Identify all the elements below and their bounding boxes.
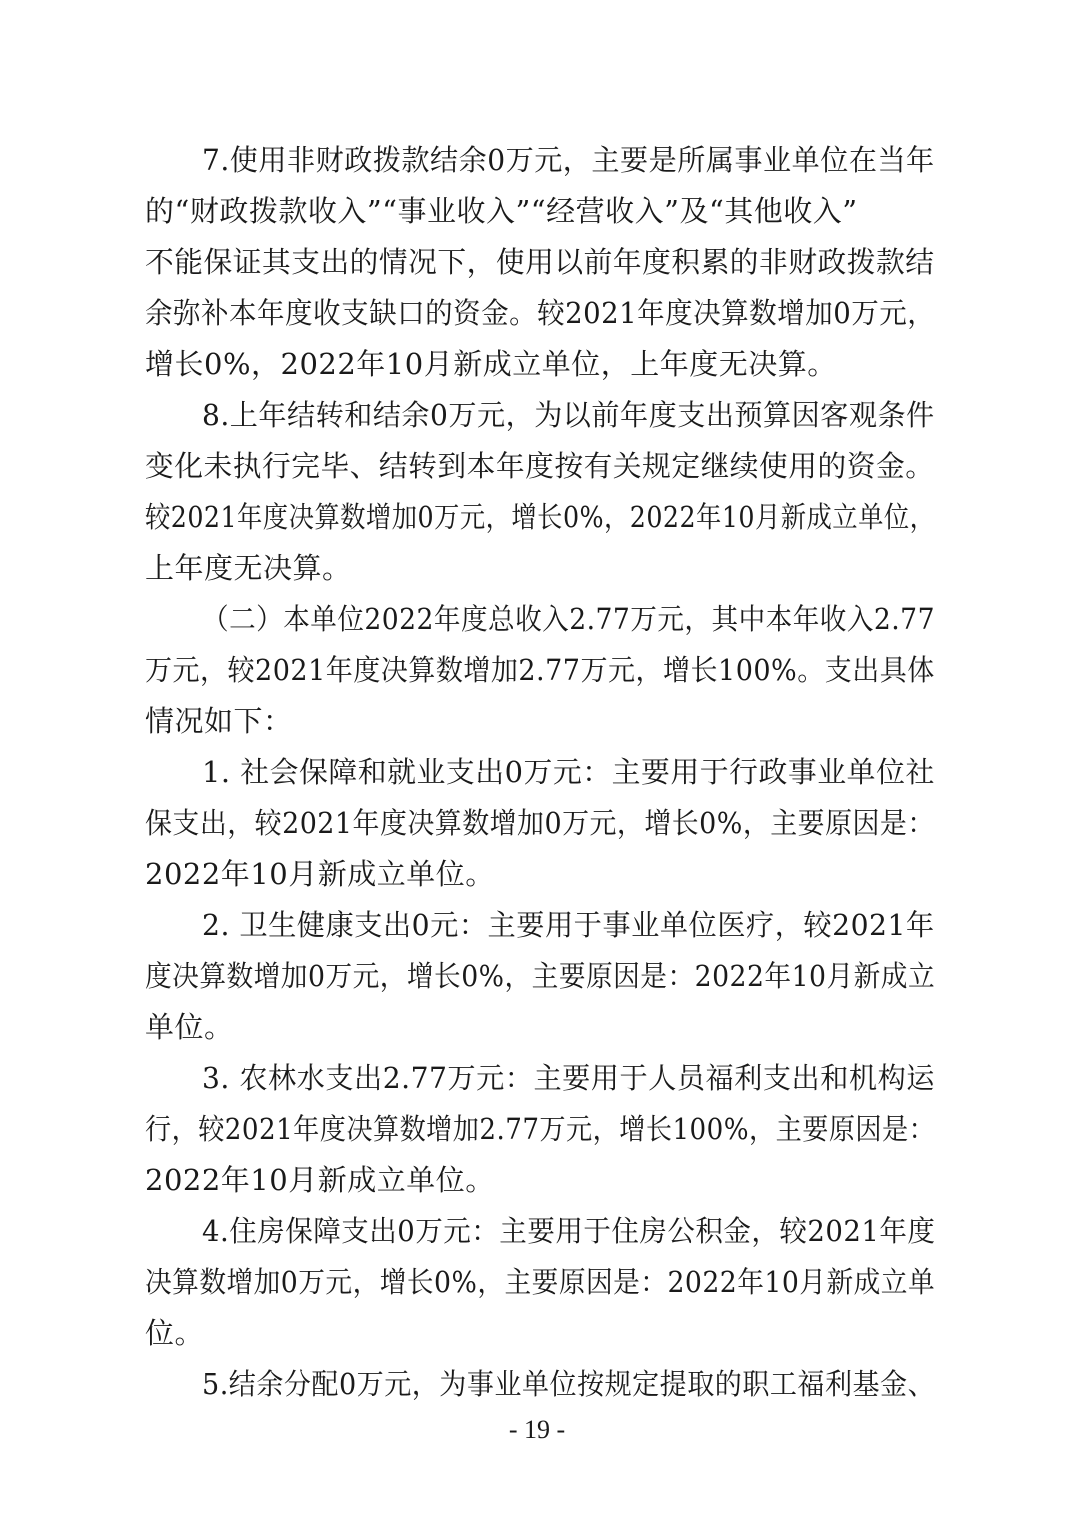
page-number: - 19 - [508,1415,566,1444]
text-line: 保支出，较2021年度决算数增加0万元，增长0%，主要原因是： [145,806,935,840]
text-line: 较2021年度决算数增加0万元，增长0%，2022年10月新成立单位， [145,500,936,534]
text-line: 单位。 [145,1010,234,1044]
text-line: 2022年10月新成立单位。 [145,857,495,891]
text-line: 8.上年结转和结余0万元，为以前年度支出预算因客观条件 [202,398,935,432]
text-line: 万元，较2021年度决算数增加2.77万元，增长100%。支出具体 [145,653,935,687]
text-line: 增长0%，2022年10月新成立单位，上年度无决算。 [145,347,837,381]
text-line: （二）本单位2022年度总收入2.77万元，其中本年收入2.77 [202,602,935,636]
text-line: 5.结余分配0万元，为事业单位按规定提取的职工福利基金、 [202,1367,936,1401]
text-line: 度决算数增加0万元，增长0%，主要原因是：2022年10月新成立 [145,959,936,993]
text-line: 变化未执行完毕、结转到本年度按有关规定继续使用的资金。 [145,449,935,483]
text-line: 决算数增加0万元，增长0%，主要原因是：2022年10月新成立单 [145,1265,936,1299]
text-line: 2022年10月新成立单位。 [145,1163,495,1197]
text-line: 1. 社会保障和就业支出0万元：主要用于行政事业单位社 [202,755,935,789]
text-line: 余弥补本年度收支缺口的资金。较2021年度决算数增加0万元， [145,296,936,330]
text-line: 位。 [145,1316,205,1350]
text-line: 3. 农林水支出2.77万元：主要用于人员福利支出和机构运 [202,1061,935,1095]
text-line: 2. 卫生健康支出0元：主要用于事业单位医疗，较2021年 [202,908,935,942]
text-line: 情况如下： [145,704,293,738]
text-line: 的“财政拨款收入”“事业收入”“经营收入”及“其他收入” [145,194,858,228]
text-line: 不能保证其支出的情况下，使用以前年度积累的非财政拨款结 [145,245,935,279]
text-line: 7.使用非财政拨款结余0万元，主要是所属事业单位在当年 [202,143,935,177]
text-line: 行，较2021年度决算数增加2.77万元，增长100%，主要原因是： [145,1112,936,1146]
text-line: 上年度无决算。 [145,551,352,585]
text-line: 4.住房保障支出0万元：主要用于住房公积金，较2021年度 [202,1214,936,1248]
